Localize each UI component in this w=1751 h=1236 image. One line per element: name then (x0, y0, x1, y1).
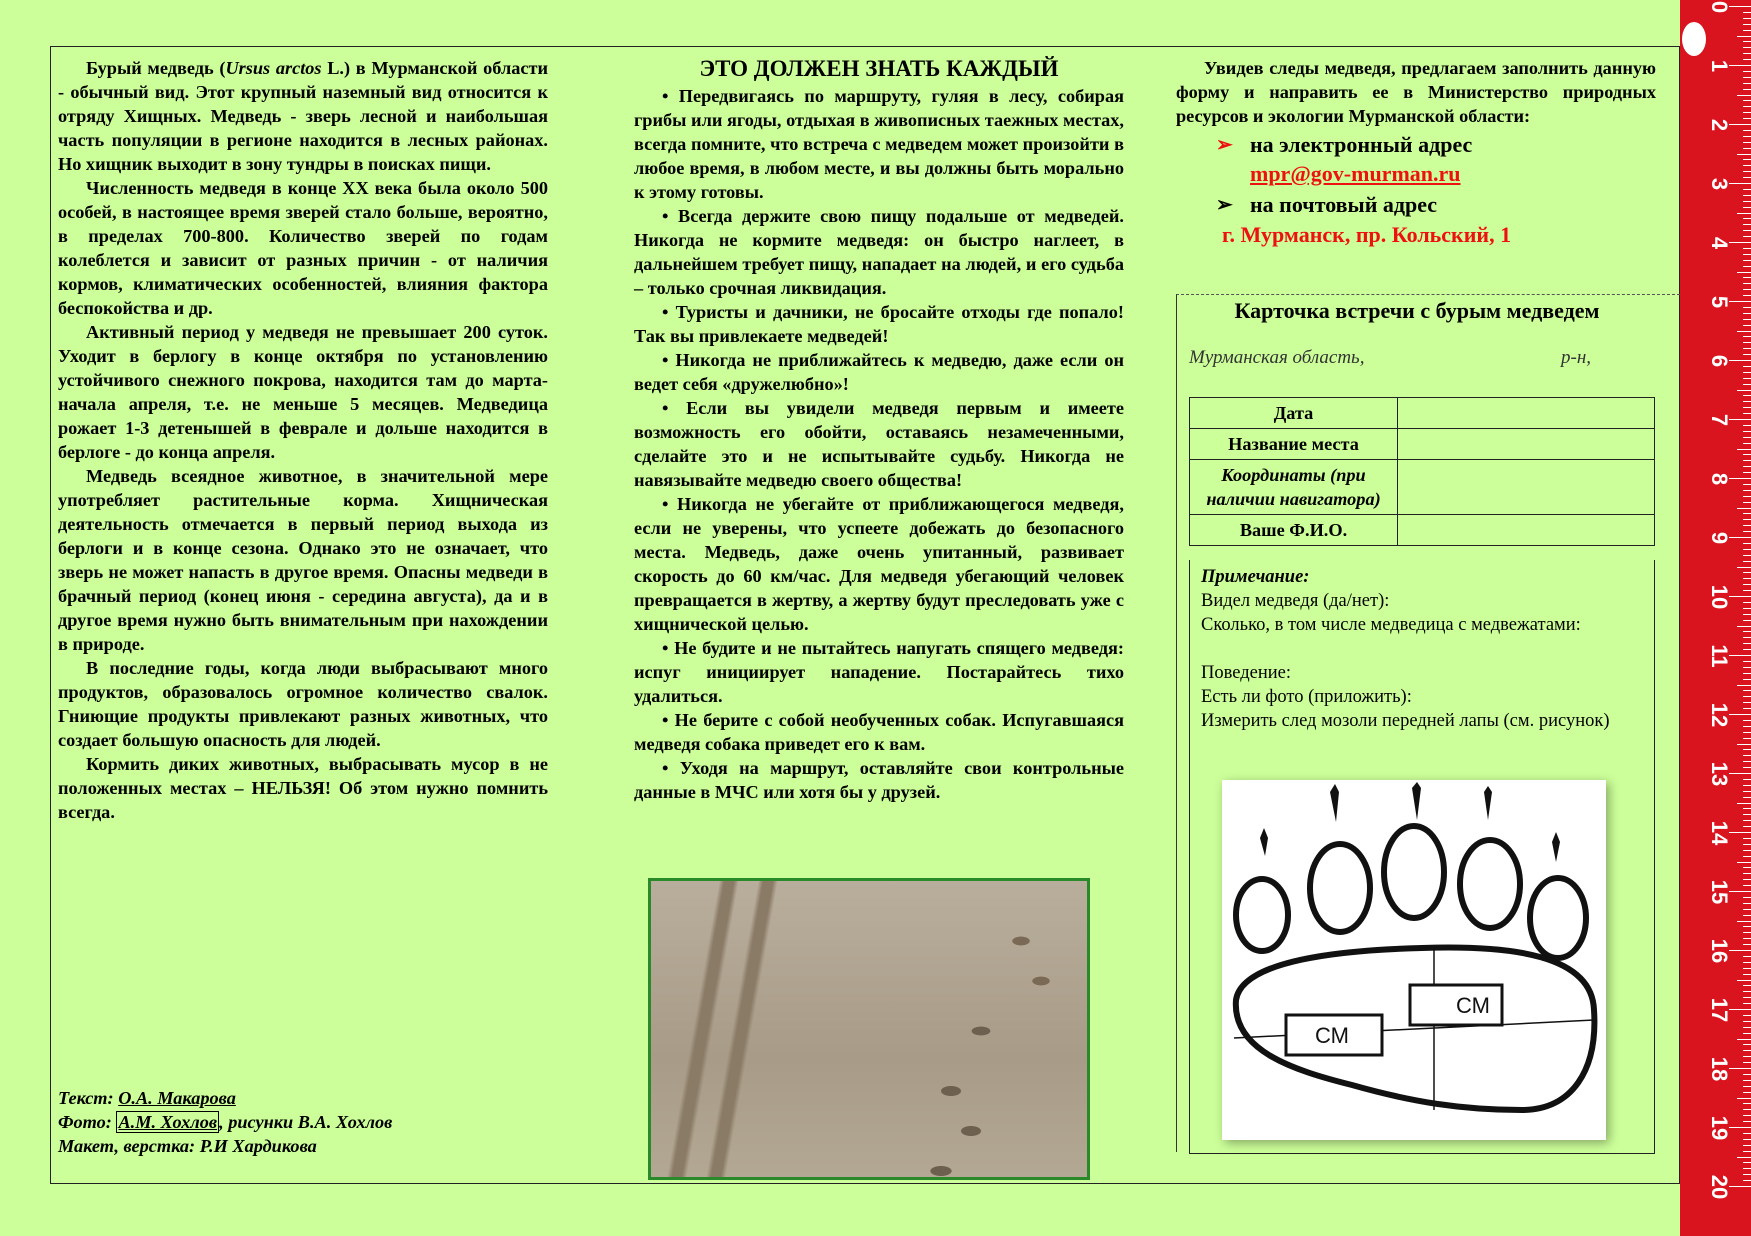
ruler-number: 16 (1707, 938, 1732, 964)
ruler-tick (1743, 472, 1751, 473)
ruler-tick (1743, 431, 1751, 432)
row-label: Название места (1190, 429, 1398, 460)
ruler-tick (1743, 165, 1751, 166)
ruler-tick (1743, 1174, 1751, 1175)
ruler-tick (1743, 631, 1751, 632)
ruler-tick (1737, 213, 1751, 214)
ruler-tick (1743, 1168, 1751, 1169)
ruler-number: 13 (1707, 761, 1732, 787)
ruler-tick (1743, 850, 1751, 851)
ruler-tick (1737, 626, 1751, 627)
ruler-tick (1743, 41, 1751, 42)
ruler-tick (1743, 336, 1751, 337)
ruler-tick (1743, 354, 1751, 355)
ruler-tick (1743, 785, 1751, 786)
notes (1201, 565, 1641, 733)
credit-photo: Фото: А.М. Хохлов , рисунки В.А. Хохлов (58, 1112, 393, 1132)
ruler-tick (1737, 1157, 1751, 1158)
ruler-tick (1743, 460, 1751, 461)
ruler-tick (1737, 921, 1751, 922)
place-field[interactable] (1398, 429, 1655, 460)
card-table (1189, 397, 1655, 546)
ruler-tick (1729, 1068, 1751, 1069)
safety-rule: • Никогда не убегайте от приближающегося медведя, если не уверены, что успеете добежать до безопасного места. Медведь, даже очень упитанный, развивает скорость до 60 км/час. Для медведя убегающий человек превращается в жертву, а жертву будут преследовать уже с хищнической целью. (634, 494, 1124, 634)
region-label: Мурманская область, (1189, 347, 1365, 368)
ruler-tick (1729, 714, 1751, 715)
ruler-tick (1743, 201, 1751, 202)
safety-rule: • Не будите и не пытайтесь напугать спящего медведя: испуг инициирует нападение. Постарайтесь тихо удалиться. (634, 638, 1124, 706)
ruler-tick (1743, 236, 1751, 237)
ruler-tick (1743, 549, 1751, 550)
ruler-tick (1729, 6, 1751, 7)
table-row (1190, 515, 1655, 546)
safety-rule: • Если вы увидели медведя первым и имеете возможность его обойти, оставаясь незамеченными, сделайте это и не испытывайте судьбу. Никогда не навязывайте медведю своего общества! (634, 398, 1124, 490)
credit-layout: Макет, верстка: Р.И Хардикова (58, 1136, 317, 1156)
ruler-tick (1743, 797, 1751, 798)
ruler-tick (1743, 443, 1751, 444)
measure-label-2: СМ (1315, 1023, 1349, 1048)
ruler-tick (1743, 148, 1751, 149)
ruler-tick (1743, 425, 1751, 426)
ruler-tick (1743, 690, 1751, 691)
table-row (1190, 398, 1655, 429)
ruler-number: 0 (1707, 0, 1732, 14)
ruler-tick (1743, 702, 1751, 703)
ruler-tick (1743, 171, 1751, 172)
ruler-tick (1743, 808, 1751, 809)
ruler-tick (1743, 926, 1751, 927)
ruler-tick (1743, 1092, 1751, 1093)
ruler-tick (1743, 254, 1751, 255)
ruler-tick (1743, 83, 1751, 84)
ruler-tick (1743, 1080, 1751, 1081)
ruler-tick (1743, 18, 1751, 19)
paragraph-population: Численность медведя в конце XX века была около 500 особей, в настоящее время зверей стало больше, вероятно, в пределах 700-800. Количество зверей по годам колеблется и зависит от разных причин - от наличия кормов, климатических особенностей, влияния фактора беспокойства и др. (58, 178, 548, 318)
ruler-tick (1743, 230, 1751, 231)
ruler-tick (1743, 289, 1751, 290)
ruler-tick (1743, 260, 1751, 261)
ruler-tick (1743, 525, 1751, 526)
ruler-tick (1743, 136, 1751, 137)
ruler-tick (1743, 159, 1751, 160)
ruler-tick (1743, 496, 1751, 497)
ruler-tick (1743, 903, 1751, 904)
ruler-tick (1743, 708, 1751, 709)
ruler-tick (1743, 502, 1751, 503)
ruler-tick (1743, 1044, 1751, 1045)
ruler-number: 8 (1707, 472, 1732, 486)
ruler-tick (1743, 1027, 1751, 1028)
ruler-hole (1682, 22, 1706, 56)
ruler-tick (1743, 974, 1751, 975)
table-row (1190, 429, 1655, 460)
ruler-tick (1743, 873, 1751, 874)
ruler-tick (1743, 1115, 1751, 1116)
ruler-tick (1743, 791, 1751, 792)
ruler-number: 3 (1707, 177, 1732, 191)
ruler-tick (1743, 12, 1751, 13)
ruler-tick (1743, 1145, 1751, 1146)
safety-heading: ЭТО ДОЛЖЕН ЗНАТЬ КАЖДЫЙ (699, 56, 1059, 81)
safety-rule: • Всегда держите свою пищу подальше от медведей. Никогда не кормите медведя: он быстро наглеет, в дальнейшем требует пищу, нападает на людей, и его судьба – только срочная ликвидация. (634, 206, 1124, 298)
ruler-tick (1729, 183, 1751, 184)
ruler-tick (1729, 537, 1751, 538)
ruler-number: 1 (1707, 59, 1732, 73)
district-label: р-н, (1561, 347, 1592, 368)
ruler-tick (1743, 944, 1751, 945)
ruler-tick (1743, 956, 1751, 957)
ruler-tick (1743, 649, 1751, 650)
date-field[interactable] (1398, 398, 1655, 429)
ruler-tick (1743, 142, 1751, 143)
ruler-tick (1729, 773, 1751, 774)
ruler-number: 14 (1707, 820, 1732, 846)
ruler-tick (1743, 437, 1751, 438)
row-label: Координаты (при наличии навигатора) (1190, 460, 1398, 515)
ruler-number: 4 (1707, 236, 1732, 250)
ruler-tick (1743, 572, 1751, 573)
ruler-tick (1743, 643, 1751, 644)
ruler-tick (1743, 885, 1751, 886)
ruler-number: 19 (1707, 1115, 1732, 1141)
ruler-tick (1743, 696, 1751, 697)
ruler-tick (1737, 331, 1751, 332)
notes-title: Примечание: (1201, 567, 1310, 587)
ruler-tick (1743, 266, 1751, 267)
ruler-tick (1743, 673, 1751, 674)
note-line: Видел медведя (да/нет): (1201, 591, 1390, 611)
ruler-tick (1743, 1086, 1751, 1087)
arrow-bullet-icon: ➢ (1216, 134, 1233, 156)
card-title: Карточка встречи с бурым медведем (1234, 298, 1600, 323)
ruler-tick (1737, 744, 1751, 745)
ruler-tick (1729, 596, 1751, 597)
ruler-tick (1743, 77, 1751, 78)
ruler-tick (1743, 366, 1751, 367)
ruler-tick (1743, 732, 1751, 733)
ruler-tick (1743, 207, 1751, 208)
ruler-tick (1729, 655, 1751, 656)
ruler-tick (1743, 667, 1751, 668)
ruler-tick (1743, 968, 1751, 969)
ruler-number: 10 (1707, 584, 1732, 610)
ruler-tick (1729, 124, 1751, 125)
ruler-tick (1743, 112, 1751, 113)
ruler-tick (1737, 862, 1751, 863)
ruler-tick (1743, 1050, 1751, 1051)
ruler-tick (1743, 779, 1751, 780)
ruler-tick (1729, 1186, 1751, 1187)
email-link[interactable]: mpr@gov-murman.ru (1250, 161, 1461, 186)
ruler-tick (1743, 384, 1751, 385)
note-line: Есть ли фото (приложить): (1201, 687, 1412, 707)
ruler-tick (1743, 24, 1751, 25)
ruler-tick (1743, 348, 1751, 349)
ruler-tick (1743, 395, 1751, 396)
ruler-tick (1743, 313, 1751, 314)
ruler-tick (1743, 195, 1751, 196)
ruler-tick (1729, 419, 1751, 420)
ruler-tick (1743, 454, 1751, 455)
bear-tracks-photo (648, 878, 1090, 1180)
coordinates-field[interactable] (1398, 460, 1655, 515)
paragraph-intro: Бурый медведь (Ursus arctos L.) в Мурманской области - обычный вид. Этот крупный наземный вид относится к отряду Хищных. Медведь - зверь лесной и наибольшая часть популяции в регионе находится в лесных районах. Но хищник выходит в зону тундры в поисках пищи. (58, 58, 548, 174)
ruler-tick (1743, 637, 1751, 638)
ruler-tick (1743, 59, 1751, 60)
safety-rule: • Не берите с собой необученных собак. Испугавшаяся медведя собака приведет его к вам. (634, 710, 1124, 754)
ruler-tick (1737, 154, 1751, 155)
ruler-tick (1737, 390, 1751, 391)
ruler-tick (1743, 466, 1751, 467)
ruler-tick (1743, 962, 1751, 963)
ruler-tick (1743, 513, 1751, 514)
ruler-tick (1743, 767, 1751, 768)
ruler-tick (1743, 755, 1751, 756)
form-intro: Увидев следы медведя, предлагаем заполнить данную форму и направить ее в Министерство природных ресурсов и экологии Мурманской области: (1176, 58, 1656, 126)
ruler-tick (1729, 242, 1751, 243)
ruler-tick (1743, 915, 1751, 916)
ruler-tick (1743, 519, 1751, 520)
ruler-tick (1729, 1009, 1751, 1010)
ruler-tick (1743, 938, 1751, 939)
ruler-tick (1737, 1039, 1751, 1040)
ruler-tick (1743, 608, 1751, 609)
ruler-tick (1743, 1133, 1751, 1134)
ruler-tick (1743, 100, 1751, 101)
ruler-number: 12 (1707, 702, 1732, 728)
ruler-tick (1743, 1121, 1751, 1122)
safety-rule: • Никогда не приближайтесь к медведю, даже если он ведет себя «дружелюбно»! (634, 350, 1124, 394)
ruler-tick (1743, 484, 1751, 485)
ruler-number: 18 (1707, 1056, 1732, 1082)
ruler-tick (1743, 295, 1751, 296)
ruler-tick (1743, 897, 1751, 898)
ruler-tick (1743, 319, 1751, 320)
ruler-tick (1743, 1162, 1751, 1163)
ruler-tick (1743, 1074, 1751, 1075)
ruler-tick (1743, 189, 1751, 190)
ruler-tick (1743, 1062, 1751, 1063)
paragraph-warning: Кормить диких животных, выбрасывать мусор в не положенных местах – НЕЛЬЗЯ! Об этом нужно помнить всегда. (58, 754, 548, 822)
paw-diagram (1222, 780, 1606, 1140)
ruler-tick (1743, 53, 1751, 54)
ruler-tick (1743, 224, 1751, 225)
ruler-tick (1743, 248, 1751, 249)
ruler-tick (1743, 47, 1751, 48)
row-label: Дата (1190, 398, 1398, 429)
ruler-tick (1743, 30, 1751, 31)
ruler-tick (1743, 838, 1751, 839)
ruler-number: 6 (1707, 354, 1732, 368)
left-column (58, 56, 548, 824)
note-line: Сколько, в том числе медведица с медвежатами: (1201, 615, 1581, 635)
ruler-tick (1737, 803, 1751, 804)
ruler-number: 9 (1707, 531, 1732, 545)
ruler-tick (1743, 561, 1751, 562)
note-line (1201, 637, 1641, 661)
right-column (1176, 56, 1656, 250)
ruler-tick (1743, 1015, 1751, 1016)
ruler-tick (1743, 543, 1751, 544)
postal-address: г. Мурманск, пр. Кольский, 1 (1222, 222, 1512, 247)
ruler-number: 2 (1707, 118, 1732, 132)
ruler-tick (1743, 820, 1751, 821)
ruler-tick (1743, 1180, 1751, 1181)
ruler-tick (1743, 661, 1751, 662)
ruler-tick (1743, 218, 1751, 219)
ruler-tick (1743, 720, 1751, 721)
ruler-tick (1743, 1139, 1751, 1140)
ruler-tick (1743, 177, 1751, 178)
ruler-tick (1729, 360, 1751, 361)
ruler-tick (1729, 478, 1751, 479)
ruler-tick (1743, 89, 1751, 90)
note-line: Измерить след мозоли передней лапы (см. рисунок) (1201, 711, 1610, 731)
ruler-tick (1743, 1003, 1751, 1004)
ruler-tick (1737, 36, 1751, 37)
email-bullet: ➢ на электронный адрес (1176, 130, 1656, 160)
ruler-tick (1729, 832, 1751, 833)
credits (58, 1086, 392, 1158)
ruler-tick (1743, 867, 1751, 868)
ruler-tick (1737, 1098, 1751, 1099)
ruler-tick (1743, 614, 1751, 615)
ruler-tick (1743, 991, 1751, 992)
ruler-tick (1743, 932, 1751, 933)
ruler-tick (1743, 738, 1751, 739)
row-label: Ваше Ф.И.О. (1190, 515, 1398, 546)
ruler-tick (1743, 1033, 1751, 1034)
ruler-tick (1743, 679, 1751, 680)
ruler-tick (1743, 372, 1751, 373)
middle-column (634, 56, 1124, 804)
ruler-tick (1743, 1109, 1751, 1110)
ruler-tick (1737, 95, 1751, 96)
ruler-tick (1743, 118, 1751, 119)
ruler-tick (1743, 826, 1751, 827)
credit-text: Текст: О.А. Макарова (58, 1088, 236, 1108)
safety-rule: • Туристы и дачники, не бросайте отходы где попало! Так вы привлекаете медведей! (634, 302, 1124, 346)
paragraph-hibernation: Активный период у медведя не превышает 200 суток. Уходит в берлогу в конце октября по установлению устойчивого снежного покрова, находится там до марта-начала апреля, т.е. не меньше 5 месяцев. Медведица рожает 1-3 детенышей в феврале и дольше находится в берлоге - до конца апреля. (58, 322, 548, 462)
ruler-tick (1743, 531, 1751, 532)
ruler-tick (1743, 844, 1751, 845)
ruler-number: 15 (1707, 879, 1732, 905)
name-field[interactable] (1398, 515, 1655, 546)
ruler-tick (1743, 130, 1751, 131)
ruler-tick (1743, 342, 1751, 343)
ruler-tick (1743, 856, 1751, 857)
ruler-tick (1729, 891, 1751, 892)
safety-rule: • Уходя на маршрут, оставляйте свои контрольные данные в МЧС или хотя бы у друзей. (634, 758, 1124, 802)
ruler-tick (1737, 272, 1751, 273)
ruler-tick (1743, 401, 1751, 402)
ruler-tick (1743, 71, 1751, 72)
ruler-tick (1743, 761, 1751, 762)
ruler-tick (1729, 65, 1751, 66)
ruler-tick (1743, 620, 1751, 621)
ruler-tick (1743, 106, 1751, 107)
ruler-tick (1743, 413, 1751, 414)
ruler (1680, 0, 1751, 1236)
ruler-tick (1743, 985, 1751, 986)
safety-rule: • Передвигаясь по маршруту, гуляя в лесу, собирая грибы или ягоды, отдыхая в живописных таежных местах, всегда помните, что встреча с медведем может произойти в любое время, в любом месте, и вы должны быть морально к этому готовы. (634, 86, 1124, 202)
ruler-tick (1743, 407, 1751, 408)
ruler-tick (1743, 307, 1751, 308)
ruler-tick (1743, 325, 1751, 326)
ruler-tick (1743, 283, 1751, 284)
ruler-tick (1729, 1127, 1751, 1128)
ruler-number: 20 (1707, 1174, 1732, 1200)
ruler-tick (1729, 950, 1751, 951)
ruler-tick (1743, 1151, 1751, 1152)
ruler-tick (1743, 879, 1751, 880)
ruler-tick (1737, 449, 1751, 450)
ruler-tick (1743, 909, 1751, 910)
ruler-tick (1737, 567, 1751, 568)
note-line: Поведение: (1201, 663, 1291, 683)
arrow-bullet-icon: ➢ (1216, 194, 1233, 216)
ruler-number: 11 (1707, 644, 1732, 668)
ruler-tick (1743, 814, 1751, 815)
ruler-tick (1743, 726, 1751, 727)
ruler-tick (1743, 490, 1751, 491)
ruler-tick (1743, 749, 1751, 750)
ruler-tick (1743, 1021, 1751, 1022)
ruler-tick (1743, 602, 1751, 603)
measure-label-1: СМ (1456, 993, 1490, 1018)
ruler-tick (1737, 980, 1751, 981)
ruler-number: 17 (1707, 997, 1732, 1023)
ruler-tick (1743, 277, 1751, 278)
ruler-tick (1743, 1056, 1751, 1057)
ruler-number: 7 (1707, 413, 1732, 427)
paw-print-icon (1222, 780, 1606, 1140)
post-bullet: ➢ на почтовый адрес (1176, 190, 1656, 220)
ruler-tick (1743, 378, 1751, 379)
ruler-tick (1737, 685, 1751, 686)
ruler-tick (1743, 555, 1751, 556)
ruler-tick (1743, 584, 1751, 585)
ruler-tick (1737, 508, 1751, 509)
ruler-tick (1743, 1103, 1751, 1104)
table-row (1190, 460, 1655, 515)
paragraph-dumps: В последние годы, когда люди выбрасывают много продуктов, образовалось огромное количество свалок. Гниющие продукты привлекают разных животных, что создает большую опасность для людей. (58, 658, 548, 750)
ruler-tick (1743, 578, 1751, 579)
ruler-number: 5 (1707, 295, 1732, 309)
ruler-tick (1743, 590, 1751, 591)
paragraph-diet: Медведь всеядное животное, в значительной мере употребляет растительные корма. Хищническая деятельность отмечается в первый период выхода из берлоги и в конце сезона. Однако это не означает, что зверь не может напасть в другое время. Опасны медведи в брачный период (конец июня - середина августа), да и в другое время нужно быть внимательным при нахождении в природе. (58, 466, 548, 654)
ruler-tick (1729, 301, 1751, 302)
ruler-tick (1743, 997, 1751, 998)
